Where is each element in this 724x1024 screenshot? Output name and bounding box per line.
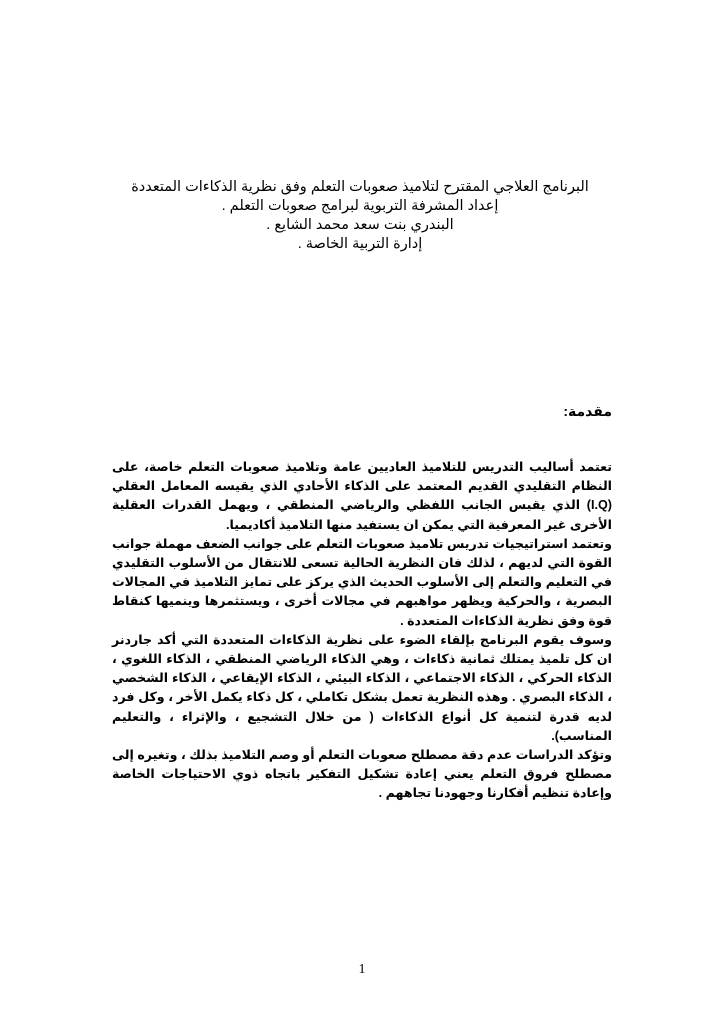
document-title: البرنامج العلاجي المقترح لتلاميذ صعوبات التعلم وفق نظرية الذكاءات المتعددة [131, 179, 589, 195]
author-line: البندري بنت سعد محمد الشايع . [266, 217, 454, 233]
page-number: 1 [358, 962, 366, 977]
section-heading: مقدمة: [563, 403, 612, 419]
paragraph: وتعتمد استراتيجيات تدريس تلاميذ صعوبات التعلم على جوانب الضعف مهملة جوانب القوة التي لديهم ، لذلك فان النظرية الحالية تسعى للانتقال من الأسلوب التقليدي في التعليم والتعلم إلى الأسلوب الحديث الذي يركز على تمايز التلاميذ في المجالات البصرية ، والحركية ويظهر مواهبهم في مجالات أخرى ، ويستثمرها وينميها كنقاط قوة وفق نظرية الذكاءات المتعددة . [112, 536, 612, 628]
paragraph: تعتمد أساليب التدريس للتلاميذ العاديين عامة وتلاميذ صعوبات التعلم خاصة، على النظام التقليدي القديم المعتمد على الذكاء الأحادي الذي يقيسه المعامل العقلي (I.Q) الذي يقيس الجانب اللفظي والرياضي المنطقي ، ويهمل القدرات العقلية الأخرى غير المعرفية التي يمكن ان يستفيد منها التلاميذ أكاديميا. [112, 460, 612, 532]
prepared-by-line: إعداد المشرفة التربوية لبرامج صعوبات التعلم . [221, 198, 499, 214]
title-block [110, 178, 610, 254]
paragraph: وتؤكد الدراسات عدم دقة مصطلح صعوبات التعلم أو وصم التلاميذ بذلك ، وتغيره إلى مصطلح فروق التعلم يعني إعادة تشكيل التفكير باتجاه ذوي الاحتياجات الخاصة وإعادة تنظيم أفكارنا وجهودنا تجاههم . [112, 748, 612, 801]
body-text [112, 458, 612, 804]
department-line: إدارة التربية الخاصة . [297, 236, 423, 252]
paragraph: وسوف يقوم البرنامج بإلقاء الضوء على نظرية الذكاءات المتعددة التي أكد جاردنر ان كل تلميذ يمتلك ثمانية ذكاءات ، وهي الذكاء الرياضي المنطقي ، الذكاء اللغوي ، الذكاء الحركي ، الذكاء الاجتماعي ، الذكاء البيئي ، الذكاء الإيقاعي ، الذكاء الشخصي ، الذكاء البصري . وهذه النظرية تعمل بشكل تكاملي ، كل ذكاء يكمل الأخر ، وكل فرد لديه قدرة لتنمية كل أنواع الذكاءات ( من خلال التشجيع ، والإثراء ، والتعليم المناسب). [112, 632, 612, 743]
